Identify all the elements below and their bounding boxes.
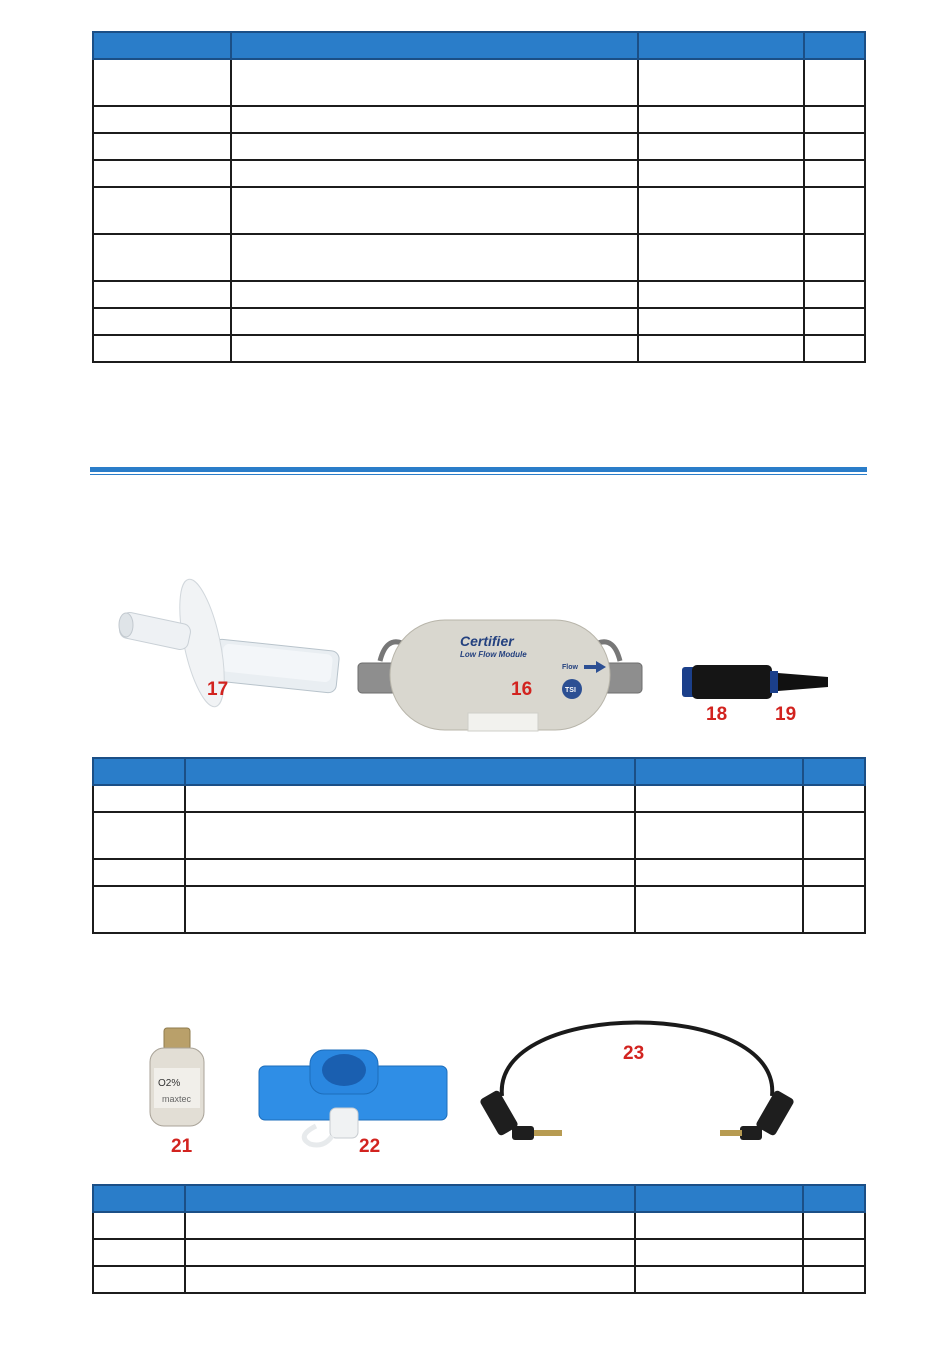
- table-header-cell: [93, 758, 185, 785]
- table-cell: [803, 785, 865, 812]
- table-cell: [638, 308, 804, 335]
- table-header-cell: [635, 758, 803, 785]
- module-subtitle: Low Flow Module: [460, 650, 527, 659]
- table-row: [93, 859, 865, 886]
- table-row: [93, 886, 865, 933]
- table-cell: [803, 1212, 865, 1239]
- table-cell: [93, 133, 231, 160]
- table-cell: [93, 234, 231, 281]
- table-cell: [231, 308, 638, 335]
- table-header-cell: [93, 32, 231, 59]
- table-cell: [93, 1266, 185, 1293]
- tsi-logo: TSI: [565, 687, 576, 694]
- table-cell: [231, 187, 638, 234]
- table-row: [93, 308, 865, 335]
- table-row: [93, 812, 865, 859]
- table-cell: [635, 886, 803, 933]
- table-row: [93, 1266, 865, 1293]
- item-number-18: 18: [706, 704, 728, 725]
- product-photos-row-2: [92, 1008, 864, 1160]
- table-row: [93, 335, 865, 362]
- product-photos-row-1: [92, 565, 864, 735]
- table-cell: [93, 187, 231, 234]
- table-header-cell: [803, 1185, 865, 1212]
- table-row: [93, 1212, 865, 1239]
- table-cell: [231, 160, 638, 187]
- table-cell: [803, 812, 865, 859]
- table-cell: [804, 106, 865, 133]
- table-cell: [804, 187, 865, 234]
- table-cell: [638, 234, 804, 281]
- table-cell: [93, 106, 231, 133]
- item-number-22: 22: [359, 1136, 381, 1157]
- flow-label: Flow: [562, 664, 578, 671]
- table-header-cell: [185, 758, 635, 785]
- table-cell: [804, 281, 865, 308]
- table-cell: [638, 133, 804, 160]
- table-cell: [804, 133, 865, 160]
- table-cell: [803, 1239, 865, 1266]
- table-row: [93, 59, 865, 106]
- table-cell: [803, 859, 865, 886]
- table-cell: [93, 335, 231, 362]
- table-cell: [185, 886, 635, 933]
- t-adapter-image: [259, 1050, 447, 1145]
- table-cell: [185, 812, 635, 859]
- table-cell: [93, 160, 231, 187]
- table-cell: [231, 59, 638, 106]
- table-header-cell: [635, 1185, 803, 1212]
- sensor-o2-text: O2%: [158, 1078, 181, 1089]
- table-row: [93, 1239, 865, 1266]
- table-cell: [231, 106, 638, 133]
- table-cell: [93, 59, 231, 106]
- item-number-19: 19: [775, 704, 797, 725]
- connector-image: [682, 665, 828, 699]
- table-row: [93, 785, 865, 812]
- table-cell: [804, 160, 865, 187]
- table-cell: [803, 1266, 865, 1293]
- parts-table-1: [92, 31, 866, 363]
- table-cell: [93, 1212, 185, 1239]
- oxygen-sensor-image: [150, 1028, 204, 1126]
- table-cell: [231, 335, 638, 362]
- table-cell: [93, 812, 185, 859]
- table-cell: [93, 886, 185, 933]
- table-header-cell: [231, 32, 638, 59]
- item-number-21: 21: [171, 1136, 193, 1157]
- table-cell: [635, 1266, 803, 1293]
- parts-table-2: [92, 757, 866, 934]
- table-header-row: [93, 758, 865, 785]
- table-cell: [635, 812, 803, 859]
- table-row: [93, 234, 865, 281]
- table-cell: [804, 335, 865, 362]
- table-cell: [185, 1266, 635, 1293]
- table-cell: [635, 859, 803, 886]
- table-cell: [638, 160, 804, 187]
- table-cell: [185, 1239, 635, 1266]
- table-row: [93, 160, 865, 187]
- table-cell: [93, 785, 185, 812]
- sensor-brand-text: maxtec: [162, 1094, 192, 1104]
- section-divider-thin: [90, 474, 867, 475]
- table-cell: [804, 234, 865, 281]
- table-header-cell: [638, 32, 804, 59]
- table-cell: [638, 59, 804, 106]
- table-cell: [635, 1239, 803, 1266]
- table-cell: [185, 785, 635, 812]
- table-cell: [804, 308, 865, 335]
- table-row: [93, 106, 865, 133]
- table-cell: [638, 106, 804, 133]
- filter-mouthpiece-image: [118, 576, 340, 711]
- table-cell: [231, 234, 638, 281]
- table-header-cell: [93, 1185, 185, 1212]
- table-row: [93, 281, 865, 308]
- table-cell: [231, 281, 638, 308]
- table-cell: [93, 308, 231, 335]
- table-header-row: [93, 1185, 865, 1212]
- table-row: [93, 133, 865, 160]
- table-cell: [185, 1212, 635, 1239]
- table-cell: [93, 281, 231, 308]
- table-cell: [638, 281, 804, 308]
- table-header-row: [93, 32, 865, 59]
- table-row: [93, 187, 865, 234]
- table-header-cell: [185, 1185, 635, 1212]
- table-cell: [638, 187, 804, 234]
- table-cell: [635, 785, 803, 812]
- item-number-16: 16: [511, 679, 533, 700]
- item-number-23: 23: [623, 1043, 645, 1064]
- item-number-17: 17: [207, 679, 229, 700]
- table-cell: [93, 1239, 185, 1266]
- table-cell: [635, 1212, 803, 1239]
- table-cell: [804, 59, 865, 106]
- table-header-cell: [803, 758, 865, 785]
- table-cell: [231, 133, 638, 160]
- table-cell: [93, 859, 185, 886]
- module-brand: Certifier: [460, 633, 514, 649]
- table-cell: [185, 859, 635, 886]
- sensor-cable-image: [479, 1023, 795, 1141]
- table-header-cell: [804, 32, 865, 59]
- parts-table-3: [92, 1184, 866, 1294]
- section-divider: [90, 467, 867, 472]
- table-cell: [638, 335, 804, 362]
- table-cell: [803, 886, 865, 933]
